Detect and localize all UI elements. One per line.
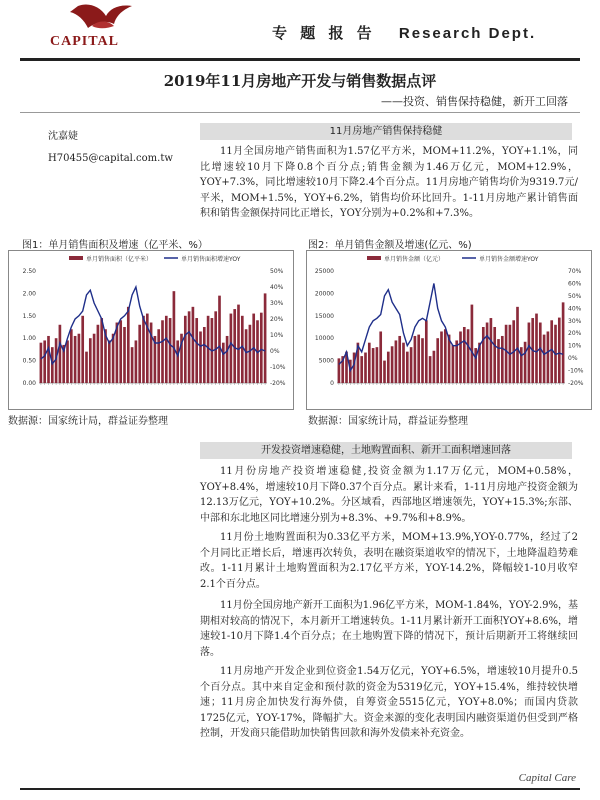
chart2-y2-tick: 20% [568, 330, 582, 338]
chart2-bar [497, 339, 500, 383]
chart2-bar [444, 329, 447, 383]
footer-rule [20, 788, 580, 790]
chart1-bar [165, 316, 168, 383]
figure2-source: 数据源：国家统计局，群益证券整理 [308, 416, 468, 427]
chart1-bar [245, 329, 248, 383]
chart2-bar [543, 335, 546, 383]
chart1-bar [214, 311, 217, 383]
section2-para-3: 11月份全国房地产新开工面积为1.96亿平方米，MOM-1.84%，YOY-2.9%，基期相对较高的情况下，本月新开工增速转负。1-11月累计新开工面积YOY+8.6%，增速较1-10月下降1.4个百分点；在土地购置下降的情况下，预计后期新开工将继续回落。 [200, 600, 578, 658]
chart2-y2-tick: 0% [568, 355, 578, 363]
chart2-y-tick: 25000 [314, 268, 334, 275]
analyst-info [48, 126, 173, 170]
chart1-bar [184, 316, 187, 383]
chart2-bar [360, 356, 363, 383]
chart2-bar [463, 327, 466, 383]
chart2-bar [433, 351, 436, 383]
report-subtitle: ——投资、销售保持稳健，新开工回落 [381, 95, 568, 108]
chart1-bar [81, 316, 84, 383]
chart2-bar [452, 345, 455, 383]
chart2-bar [535, 314, 538, 383]
chart2-y-tick: 0 [330, 380, 334, 387]
chart1-bar [40, 343, 43, 383]
section2-para-1: 11月份房地产投资增速稳健,投资金额为1.17万亿元，MOM+0.58%，YOY+8.4%，增速较10月下降0.37个百分点。累计来看，1-11月房地产投资金额为12.13万亿元，YOY+10.2%。分区域看，西部地区增速领先，YOY+15.3%;东部、中部和东北地区同比增速分别为+8.3%、+9.7%和+8.9%。 [200, 466, 578, 524]
section2-para-2: 11月份土地购置面积为0.33亿平方米，MOM+13.9%,YOY-0.77%，经过了2个月同比正增长后，增速再次转负，表明在融资渠道收窄的情况下，土地降温趋势难改。1-11月累计土地购置面积为2.17亿平方米，YOY-14.2%，降幅较1-10月收窄2.1个百分点。 [200, 532, 578, 590]
chart2-bar [547, 331, 550, 383]
footer-brand: Capital Care [518, 772, 576, 784]
chart2-y2-tick: 70% [568, 268, 582, 275]
chart2-bar [558, 318, 561, 383]
section1-heading: 11月房地产销售保持稳健 [200, 123, 572, 140]
chart1-bar [43, 340, 46, 383]
chart2-bar [490, 318, 493, 383]
research-dept: Research Dept. [398, 25, 537, 42]
chart1-bar [66, 340, 69, 383]
chart1-bar [108, 340, 111, 383]
chart1-bar [51, 347, 54, 383]
chart1-bar [192, 307, 195, 383]
chart1-bar [226, 336, 229, 383]
chart2-bar [562, 302, 565, 383]
report-type: 专 题 报 告 [272, 24, 376, 42]
chart1-bar [112, 334, 115, 383]
chart1-bar [74, 336, 77, 383]
chart2-bar [368, 343, 371, 383]
chart1-legend-bar-label: 单月销售面积（亿平米） [86, 256, 153, 263]
chart1-y2-tick: 10% [270, 332, 284, 339]
chart1-y2-tick: 50% [270, 268, 284, 275]
chart2-bar [417, 335, 420, 383]
report-title: 2019年11月房地产开发与销售数据点评 [163, 72, 437, 90]
chart-sales-amount [306, 250, 592, 410]
chart2-bar [505, 325, 508, 383]
chart1-bar [138, 325, 141, 383]
chart2-y2-tick: -20% [568, 380, 584, 387]
chart1-bar [222, 343, 225, 383]
chart1-y-tick: 2.50 [22, 268, 36, 275]
chart2-bar [376, 347, 379, 383]
chart1-bar [169, 318, 172, 383]
chart2-bar [440, 331, 443, 383]
chart1-bar [188, 311, 191, 383]
section2-para-4: 11月房地产开发企业到位资金1.54万亿元，YOY+6.5%，增速较10月提升0.5个百分点。其中来自定金和预付款的资金为5319亿元，YOY+15.4%，维持较快增速；11月房企加快发行海外债，自筹资金5515亿元，YOY+8.0%；而国内贷款1725亿元，YOY-17%，降幅扩大。资金来源的变化表明国内融资渠道仍但受到严格控制，开发商只能借助加快销售回款和海外发债来补充资金。 [200, 666, 578, 739]
chart2-y2-tick: -10% [568, 367, 584, 375]
chart1-bar [59, 325, 62, 383]
chart1-bar [135, 340, 138, 383]
chart2-bar [410, 347, 413, 383]
section1-text: 11月全国房地产销售面积为1.57亿平方米，MOM+11.2%，YOY+1.1%，同比增速较10月下降0.8个百分点;销售金额为1.46万亿元，MOM+12.9%，YOY+7.3%，同比增速较10月下降2.4个百分点。11月房地产销售均价为9319.7元/平米，MOM+1.5%，YOY+6.2%，销售均价环比回升。1-11月房地产累计销售面积和销售金额保持同比正增长，YOY分别为+0.2%和+7.3%。 [200, 146, 578, 219]
chart1-y2-tick: -20% [270, 380, 286, 387]
chart2-bar [391, 346, 394, 383]
chart2-bar [383, 361, 386, 383]
chart1-y-tick: 0.00 [22, 380, 36, 387]
chart2-bar [429, 356, 432, 383]
chart2-bar [364, 353, 367, 383]
chart1-y2-tick: 20% [270, 316, 284, 323]
chart2-bar [425, 320, 428, 383]
chart1-y-tick: 2.00 [22, 290, 36, 298]
chart2-bar [414, 336, 417, 383]
chart2-bar [436, 338, 439, 383]
chart1-bar [85, 352, 88, 383]
chart2-bar [387, 352, 390, 383]
chart1-bar [123, 327, 126, 383]
chart2-bar [471, 305, 474, 383]
chart2-y2-tick: 40% [568, 305, 582, 313]
chart2-y2-tick: 10% [568, 342, 582, 350]
chart1-bar [199, 331, 202, 383]
chart2-bar [493, 327, 496, 383]
chart1-y2-tick: 0% [270, 348, 280, 355]
chart2-y-tick: 10000 [314, 335, 334, 343]
chart2-bar [516, 307, 519, 383]
analyst-name: 沈嘉婕 [48, 131, 78, 142]
chart2-legend-line-label: 单月销售金额增速YOY [479, 256, 539, 263]
chart1-bar [78, 334, 81, 383]
chart1-bar [161, 320, 164, 383]
chart1-bar [119, 320, 122, 383]
header-rule [20, 58, 580, 61]
chart1-y2-tick: 40% [270, 284, 284, 291]
chart1-bar [176, 340, 179, 383]
chart2-y-tick: 5000 [318, 357, 334, 365]
chart2-bar [398, 336, 401, 383]
chart2-bar [455, 340, 458, 383]
chart2-bar [539, 323, 542, 383]
chart1-bar [195, 318, 198, 383]
chart2-bar [459, 331, 462, 383]
chart1-bar [47, 336, 50, 383]
chart1-bar [142, 316, 145, 383]
chart1-bar [203, 327, 206, 383]
chart1-bar [249, 325, 252, 383]
chart1-bar [260, 313, 263, 383]
chart2-bar [524, 342, 527, 383]
chart2-legend-bar-label: 单月销售金额（亿元） [384, 256, 445, 263]
chart1-bar [218, 296, 221, 383]
chart1-bar [264, 293, 267, 383]
chart2-bar [421, 338, 424, 383]
chart2-bar [372, 348, 375, 383]
chart2-y-tick: 15000 [314, 312, 334, 320]
chart2-legend-bar-swatch [367, 256, 381, 260]
chart2-bar [482, 327, 485, 383]
chart1-bar [93, 334, 96, 383]
chart1-y2-tick: 30% [270, 300, 284, 307]
chart-sales-area [8, 250, 294, 410]
chart1-bar [157, 329, 160, 383]
chart2-y2-tick: 60% [568, 280, 582, 288]
figure2-title: 图2：单月销售金额及增速(亿元、%) [308, 240, 472, 251]
chart1-bar [97, 325, 100, 383]
chart2-y2-tick: 30% [568, 317, 582, 325]
chart1-bar [230, 314, 233, 383]
chart2-bar [402, 343, 405, 383]
figure1-title: 图1：单月销售面积及增速（亿平米、%） [22, 240, 208, 251]
chart2-bar [395, 340, 398, 383]
chart1-bar [70, 329, 73, 383]
chart2-y-tick: 20000 [314, 290, 334, 298]
chart1-bar [237, 305, 240, 383]
chart2-bar [467, 329, 470, 383]
analyst-email[interactable]: H70455@capital.com.tw [48, 153, 173, 164]
chart1-bar [100, 318, 103, 383]
chart1-bar [131, 347, 134, 383]
chart1-y2-tick: -10% [270, 364, 286, 371]
chart1-legend-line-label: 单月销售面积增速YOY [181, 256, 241, 263]
chart1-y-tick: 0.50 [22, 357, 36, 365]
section2-heading: 开发投资增速稳健，土地购置面积、新开工面积增速回落 [200, 442, 572, 459]
chart2-bar [406, 352, 409, 383]
chart1-bar [173, 291, 176, 383]
title-rule [20, 112, 580, 113]
chart2-bar [338, 358, 341, 383]
chart1-bar [127, 307, 130, 383]
chart2-bar [486, 323, 489, 383]
chart2-y2-tick: 50% [568, 292, 582, 300]
chart2-bar [501, 336, 504, 383]
chart1-legend-bar-swatch [69, 256, 83, 260]
chart1-bar [89, 338, 92, 383]
chart2-bar [528, 323, 531, 383]
report-header [272, 22, 536, 43]
chart1-bar [241, 316, 244, 383]
chart1-y-tick: 1.00 [22, 335, 36, 343]
figure1-source: 数据源：国家统计局，群益证券整理 [8, 416, 168, 427]
brand-wordmark: CAPITAL [50, 34, 119, 49]
chart1-y-tick: 1.50 [22, 312, 36, 320]
chart2-bar [379, 331, 382, 383]
